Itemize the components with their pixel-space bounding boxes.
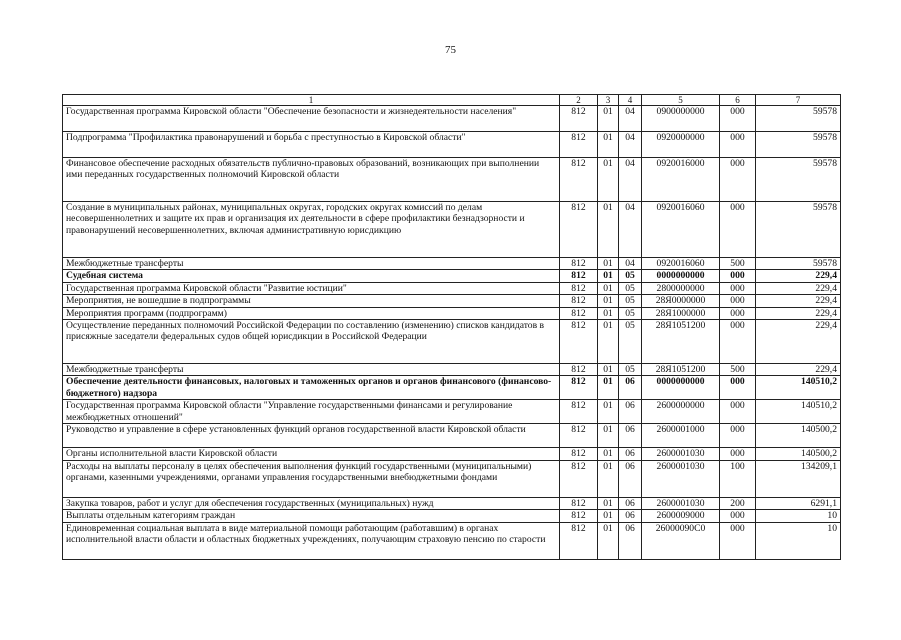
row-name: Государственная программа Кировской области "Управление государственными финансами и регулирование межбюджетных отношений" [63, 400, 560, 424]
row-col-5: 0920016000 [642, 158, 720, 202]
row-name: Выплаты отдельным категориям граждан [63, 510, 560, 522]
row-name: Государственная программа Кировской области "Обеспечение безопасности и жизнедеятельности населения" [63, 106, 560, 132]
row-col-5: 28Я0000000 [642, 295, 720, 307]
row-col-4: 05 [619, 270, 642, 282]
table-row [63, 522, 841, 559]
row-col-2: 812 [560, 460, 598, 497]
row-col-4: 05 [619, 364, 642, 376]
row-col-2: 812 [560, 307, 598, 319]
row-col-6: 000 [720, 320, 756, 364]
row-col-3: 01 [598, 510, 619, 522]
row-amount: 59578 [756, 202, 841, 258]
row-col-2: 812 [560, 400, 598, 424]
row-col-5: 28Я1051200 [642, 364, 720, 376]
row-col-3: 01 [598, 132, 619, 158]
row-col-6: 000 [720, 376, 756, 400]
row-col-2: 812 [560, 106, 598, 132]
table-row [63, 376, 841, 400]
table-row [63, 460, 841, 497]
table-row [63, 364, 841, 376]
row-col-2: 812 [560, 270, 598, 282]
table-header [63, 95, 841, 106]
row-col-4: 05 [619, 320, 642, 364]
row-col-3: 01 [598, 307, 619, 319]
table-row [63, 282, 841, 294]
row-name: Органы исполнительной власти Кировской области [63, 448, 560, 460]
row-col-4: 06 [619, 460, 642, 497]
row-col-3: 01 [598, 364, 619, 376]
row-col-5: 2800000000 [642, 282, 720, 294]
table-row [63, 258, 841, 270]
row-col-5: 2600001030 [642, 448, 720, 460]
row-col-3: 01 [598, 106, 619, 132]
row-col-3: 01 [598, 400, 619, 424]
row-col-6: 000 [720, 522, 756, 559]
table-row [63, 106, 841, 132]
row-col-6: 000 [720, 295, 756, 307]
row-name: Мероприятия, не вошедшие в подпрограммы [63, 295, 560, 307]
row-name: Подпрограмма "Профилактика правонарушений и борьба с преступностью в Кировской области" [63, 132, 560, 158]
row-col-3: 01 [598, 448, 619, 460]
header-col-7: 7 [756, 95, 841, 106]
row-col-2: 812 [560, 522, 598, 559]
row-col-4: 04 [619, 158, 642, 202]
row-name: Расходы на выплаты персоналу в целях обеспечения выполнения функций государственными (муниципальными) органами, казенными учреждениями, органами управления государственными внебюджетными фондами [63, 460, 560, 497]
row-amount: 140500,2 [756, 448, 841, 460]
row-col-5: 0000000000 [642, 270, 720, 282]
row-col-5: 2600009000 [642, 510, 720, 522]
row-col-5: 0000000000 [642, 376, 720, 400]
row-col-3: 01 [598, 320, 619, 364]
row-col-2: 812 [560, 258, 598, 270]
row-col-3: 01 [598, 460, 619, 497]
row-col-6: 000 [720, 202, 756, 258]
row-col-4: 06 [619, 448, 642, 460]
budget-table [62, 94, 841, 560]
row-col-5: 2600000000 [642, 400, 720, 424]
row-col-4: 04 [619, 106, 642, 132]
table-row [63, 497, 841, 509]
row-col-5: 28Я1000000 [642, 307, 720, 319]
row-amount: 229,4 [756, 295, 841, 307]
row-col-3: 01 [598, 497, 619, 509]
row-col-4: 06 [619, 400, 642, 424]
table-body [63, 106, 841, 560]
row-col-3: 01 [598, 522, 619, 559]
row-col-4: 06 [619, 510, 642, 522]
row-name: Государственная программа Кировской области "Развитие юстиции" [63, 282, 560, 294]
table-row [63, 307, 841, 319]
row-col-6: 500 [720, 258, 756, 270]
table-row [63, 400, 841, 424]
row-amount: 59578 [756, 258, 841, 270]
row-name: Межбюджетные трансферты [63, 258, 560, 270]
row-col-6: 000 [720, 158, 756, 202]
row-col-2: 812 [560, 158, 598, 202]
row-col-5: 0920000000 [642, 132, 720, 158]
table-row [63, 202, 841, 258]
row-col-6: 000 [720, 106, 756, 132]
row-col-3: 01 [598, 202, 619, 258]
row-col-2: 812 [560, 497, 598, 509]
row-col-3: 01 [598, 258, 619, 270]
row-col-4: 04 [619, 132, 642, 158]
row-col-6: 000 [720, 400, 756, 424]
row-col-5: 0920016060 [642, 258, 720, 270]
row-col-3: 01 [598, 282, 619, 294]
row-amount: 229,4 [756, 307, 841, 319]
row-col-6: 000 [720, 424, 756, 448]
row-amount: 140500,2 [756, 424, 841, 448]
row-col-5: 2600001000 [642, 424, 720, 448]
row-name: Единовременная социальная выплата в виде материальной помощи работающим (работавшим) в органах исполнительной власти области и областных бюджетных учреждениях, получающим страховую пенсию по старости [63, 522, 560, 559]
row-col-4: 06 [619, 522, 642, 559]
page-number: 75 [445, 44, 456, 56]
table-row [63, 424, 841, 448]
row-col-4: 05 [619, 282, 642, 294]
row-col-4: 04 [619, 258, 642, 270]
header-col-4: 4 [619, 95, 642, 106]
row-col-6: 000 [720, 282, 756, 294]
row-col-2: 812 [560, 295, 598, 307]
row-col-5: 0900000000 [642, 106, 720, 132]
row-col-3: 01 [598, 270, 619, 282]
row-col-2: 812 [560, 202, 598, 258]
row-name: Осуществление переданных полномочий Российской Федерации по составлению (изменению) списков кандидатов в присяжные заседатели федеральных судов общей юрисдикции в Российской Федерации [63, 320, 560, 364]
row-col-5: 2600001030 [642, 497, 720, 509]
table-row [63, 158, 841, 202]
table-row [63, 295, 841, 307]
row-amount: 134209,1 [756, 460, 841, 497]
row-name: Руководство и управление в сфере установленных функций органов государственной власти Кировской области [63, 424, 560, 448]
header-col-2: 2 [560, 95, 598, 106]
row-amount: 10 [756, 510, 841, 522]
row-col-4: 06 [619, 424, 642, 448]
row-amount: 59578 [756, 158, 841, 202]
row-name: Судебная система [63, 270, 560, 282]
row-col-4: 05 [619, 307, 642, 319]
row-amount: 59578 [756, 106, 841, 132]
header-col-1: 1 [63, 95, 560, 106]
row-col-2: 812 [560, 132, 598, 158]
table-row [63, 270, 841, 282]
row-col-6: 000 [720, 448, 756, 460]
row-amount: 229,4 [756, 320, 841, 364]
row-col-4: 06 [619, 376, 642, 400]
row-col-6: 000 [720, 510, 756, 522]
row-col-4: 06 [619, 497, 642, 509]
row-col-2: 812 [560, 376, 598, 400]
table-row [63, 448, 841, 460]
row-col-5: 28Я1051200 [642, 320, 720, 364]
row-col-5: 2600001030 [642, 460, 720, 497]
row-amount: 6291,1 [756, 497, 841, 509]
row-col-2: 812 [560, 510, 598, 522]
row-amount: 140510,2 [756, 376, 841, 400]
row-name: Закупка товаров, работ и услуг для обеспечения государственных (муниципальных) нужд [63, 497, 560, 509]
row-col-2: 812 [560, 282, 598, 294]
row-col-4: 04 [619, 202, 642, 258]
row-col-5: 26000090С0 [642, 522, 720, 559]
table-row [63, 510, 841, 522]
row-col-3: 01 [598, 376, 619, 400]
row-name: Мероприятия программ (подпрограмм) [63, 307, 560, 319]
row-col-2: 812 [560, 320, 598, 364]
row-amount: 229,4 [756, 364, 841, 376]
row-col-6: 200 [720, 497, 756, 509]
row-name: Создание в муниципальных районах, муниципальных округах, городских округах комиссий по делам несовершеннолетних и защите их прав и организация их деятельности в сфере профилактики безнадзорности и правонарушений несовершеннолетних, включая административную юрисдикцию [63, 202, 560, 258]
row-col-5: 0920016060 [642, 202, 720, 258]
header-col-6: 6 [720, 95, 756, 106]
row-col-2: 812 [560, 364, 598, 376]
table-row [63, 132, 841, 158]
row-col-2: 812 [560, 448, 598, 460]
header-row [63, 95, 841, 106]
row-col-6: 500 [720, 364, 756, 376]
header-col-3: 3 [598, 95, 619, 106]
row-col-6: 100 [720, 460, 756, 497]
row-name: Обеспечение деятельности финансовых, налоговых и таможенных органов и органов финансового (финансово-бюджетного) надзора [63, 376, 560, 400]
row-amount: 59578 [756, 132, 841, 158]
row-amount: 10 [756, 522, 841, 559]
row-col-6: 000 [720, 307, 756, 319]
row-name: Межбюджетные трансферты [63, 364, 560, 376]
row-col-3: 01 [598, 424, 619, 448]
table-row [63, 320, 841, 364]
row-col-4: 05 [619, 295, 642, 307]
row-amount: 229,4 [756, 270, 841, 282]
row-amount: 140510,2 [756, 400, 841, 424]
row-amount: 229,4 [756, 282, 841, 294]
row-name: Финансовое обеспечение расходных обязательств публично-правовых образований, возникающих при выполнении ими переданных государственных полномочий Кировской области [63, 158, 560, 202]
row-col-6: 000 [720, 132, 756, 158]
row-col-3: 01 [598, 295, 619, 307]
header-col-5: 5 [642, 95, 720, 106]
row-col-3: 01 [598, 158, 619, 202]
row-col-2: 812 [560, 424, 598, 448]
row-col-6: 000 [720, 270, 756, 282]
